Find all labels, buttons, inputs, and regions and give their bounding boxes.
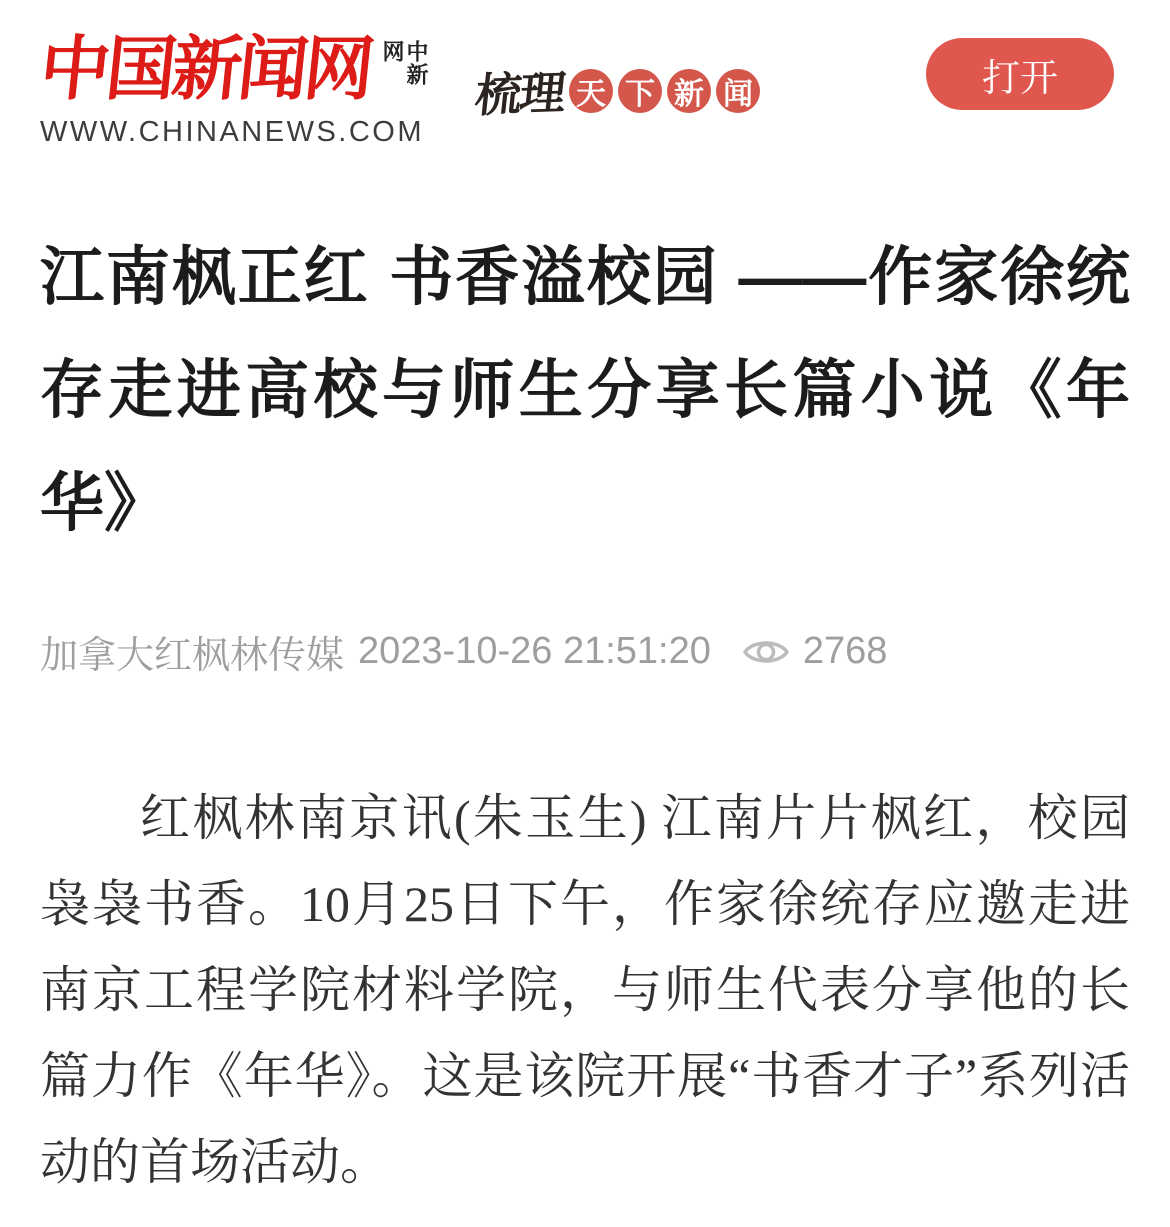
header xyxy=(36,32,1130,149)
views-count: 2768 xyxy=(802,630,888,672)
logo-site-url: WWW.CHINANEWS.COM xyxy=(40,116,425,148)
article-title: 江南枫正红 书香溢校园 ——作家徐统存走进高校与师生分享长篇小说《年华》 xyxy=(40,241,1130,539)
open-app-button[interactable]: 打开 xyxy=(926,38,1114,110)
site-logo[interactable] xyxy=(36,32,429,149)
logo-vertical-text: 中新网 xyxy=(380,40,429,86)
logo-calligraphy-text: 中国新闻网 xyxy=(36,32,375,109)
publish-timestamp: 2023-10-26 21:51:20 xyxy=(358,630,711,672)
slogan-circle-char: 闻 xyxy=(716,69,760,113)
article-body xyxy=(40,775,1130,1205)
eye-views-icon xyxy=(741,633,791,671)
slogan-banner xyxy=(472,58,760,124)
article-source: 加拿大红枫林传媒 xyxy=(40,635,345,677)
slogan-circle-char: 新 xyxy=(667,69,711,113)
views-group xyxy=(741,630,888,673)
body-paragraph: 红枫林南京讯(朱玉生) 江南片片枫红，校园袅袅书香。10月25日下午，作家徐统存应邀走进南京工程学院材料学院，与师生代表分享他的长篇力作《年华》。这是该院开展“书香才子”系列活动的首场活动。 xyxy=(40,790,1130,1190)
article-meta xyxy=(40,624,1130,679)
slogan-circle-char: 下 xyxy=(618,69,662,113)
slogan-prefix-text: 梳理 xyxy=(472,67,567,122)
slogan-circle-char: 天 xyxy=(569,69,613,113)
logo-row xyxy=(36,32,429,109)
